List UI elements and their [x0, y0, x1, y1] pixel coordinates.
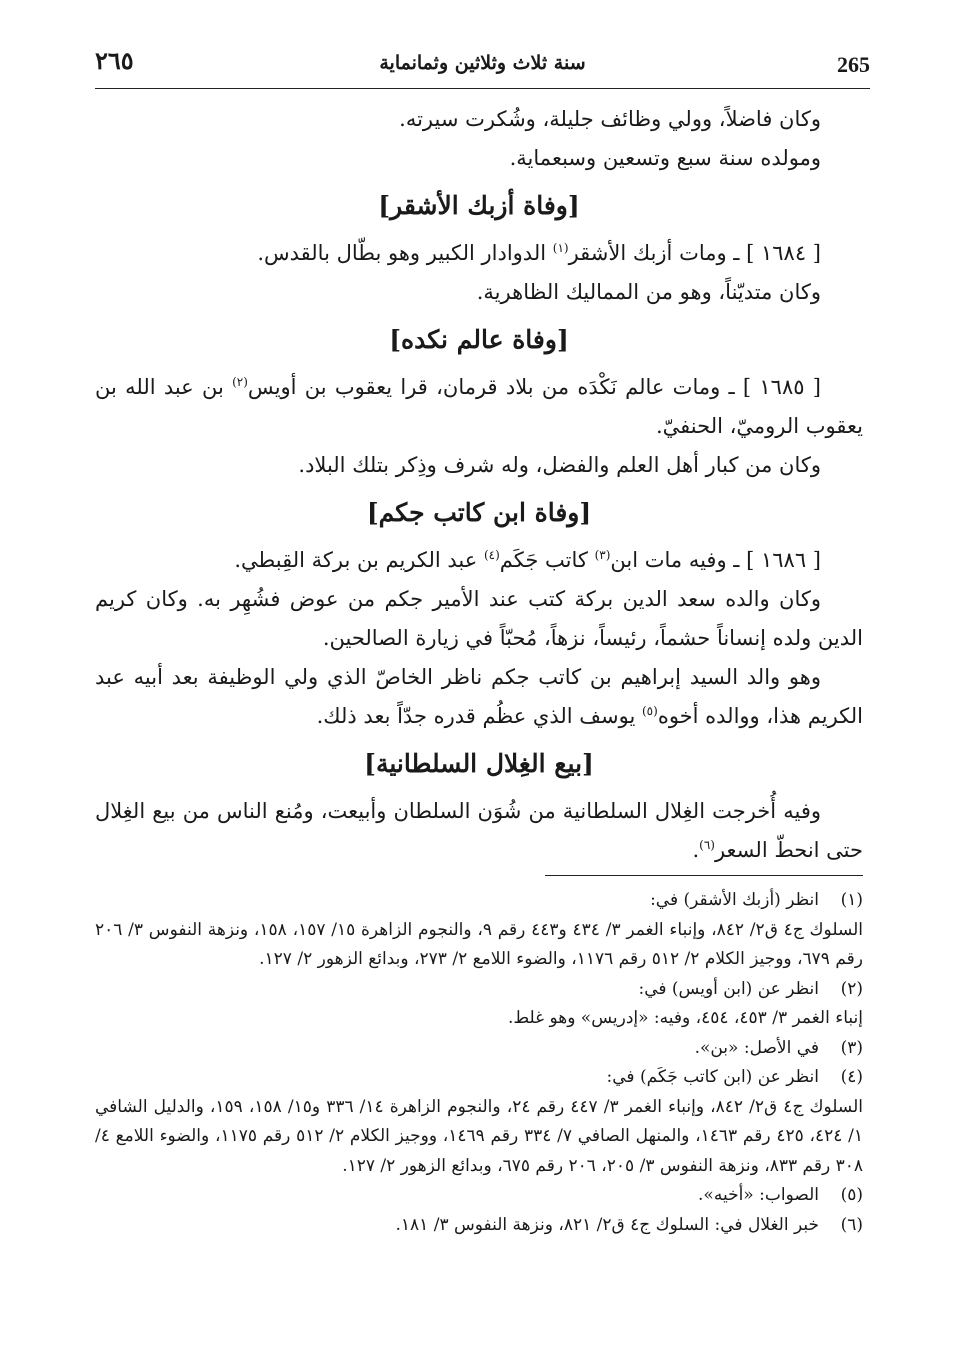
footnote-number: (٦)	[840, 1214, 863, 1235]
footnote-continuation: السلوك ج٤ ق٢/ ٨٤٢، وإنباء الغمر ٣/ ٤٤٧ رقم ٢٤، والنجوم الزاهرة ١٤/ ٣٣٦ و١٥/ ١٥٨، ١٥٩، والدليل الشافي ١/ ٤٢٤، ٤٢٥ رقم ١٤٦٣، والمنهل الصافي ٧/ ٣٣٤ رقم ١٤٦٩، ووجيز الكلام ٢/ ٥١٢ رقم ١١٧٥، والضوء اللامع ٤/ ٣٠٨ رقم ٨٣٣، ونزهة النفوس ٣/ ٢٠٥، ٢٠٦ رقم ٦٧٥، وبدائع الزهور ٢/ ١٢٧.	[95, 1096, 863, 1176]
footnote	[95, 886, 863, 916]
paragraph: وكان فاضلاً، وولي وظائف جليلة، وشُكرت سيرته.	[399, 107, 821, 131]
entry-text: بن عبد الله بن يعقوب الروميّ، الحنفيّ.	[95, 375, 863, 438]
paragraph-text: وهو والد السيد إبراهيم بن كاتب جكم ناظر الخاصّ الذي ولي الوظيفة بعد أبيه عبد الكريم هذا، ووالده أخوه	[95, 665, 863, 728]
paragraph: ومولده سنة سبع وتسعين وسبعماية.	[509, 146, 821, 170]
footnote-text: انظر عن (ابن أويس) في:	[638, 978, 819, 999]
footnote-number: (٣)	[840, 1037, 863, 1058]
footnote-ref: (٢)	[232, 375, 248, 389]
footnote-ref: (٦)	[699, 838, 715, 852]
footnote-continuation: إنباء الغمر ٣/ ٤٥٣، ٤٥٤، وفيه: «إدريس» وهو غلط.	[507, 1008, 863, 1028]
footnote-text: خبر الغلال في: السلوك ج٤ ق٢/ ٨٢١، ونزهة النفوس ٣/ ١٨١.	[395, 1214, 819, 1235]
footnote-number: (١)	[840, 890, 863, 910]
section-heading: [وفاة ابن كاتب جكم]	[366, 498, 592, 527]
paragraph-text: .	[692, 838, 700, 862]
footnotes	[95, 886, 863, 1240]
entry-text: [ ١٦٨٦ ] ـ وفيه مات ابن	[610, 548, 821, 572]
paragraph-text: يوسف الذي عظُم قدره جدّاً بعد ذلك.	[316, 704, 642, 728]
page-number-arabic: ٢٦٥	[95, 46, 134, 75]
section-heading: [بيع الغِلال السلطانية]	[364, 749, 594, 778]
footnote-continuation: السلوك ج٤ ق٢/ ٨٤٢، وإنباء الغمر ٣/ ٤٣٤ و٤٤٣ رقم ٩، والنجوم الزاهرة ١٥/ ١٥٧، ١٥٨، ونزهة النفوس ٣/ ٢٠٦ رقم ٦٧٩، ووجيز الكلام ٢/ ٥١٢ رقم ١١٧٦، والضوء اللامع ٢/ ٢٧٣، وبدائع الزهور ٢/ ١٢٧.	[95, 919, 864, 969]
running-title: سنة ثلاث وثلاثين وثمانماية	[379, 52, 586, 74]
footnote-number: (٥)	[840, 1185, 863, 1205]
entry-paragraph	[95, 234, 863, 273]
footnote-separator	[545, 875, 863, 876]
section-heading: [وفاة عالم نكده]	[389, 325, 569, 354]
main-text	[95, 100, 863, 870]
footnote-text: في الأصل: «بن».	[694, 1037, 819, 1058]
paragraph: وكان من كبار أهل العلم والفضل، وله شرف وذِكر بتلك البلاد.	[298, 453, 821, 477]
footnote	[95, 975, 863, 1005]
footnote-number: (٤)	[840, 1067, 863, 1087]
entry-paragraph	[95, 368, 863, 446]
entry-text: [ ١٦٨٤ ] ـ ومات أزبك الأشقر	[568, 241, 821, 265]
footnote-text: انظر (أزبك الأشقر) في:	[650, 890, 819, 910]
header-rule	[95, 88, 870, 89]
footnote-ref: (٣)	[594, 548, 611, 562]
footnote-number: (٢)	[840, 978, 863, 999]
footnote	[95, 1181, 863, 1211]
entry-text: عبد الكريم بن بركة القِبطي.	[234, 548, 484, 572]
page-number-latin: 265	[837, 52, 870, 77]
footnote	[95, 1063, 863, 1093]
entry-text: [ ١٦٨٥ ] ـ ومات عالم نَكْدَه من بلاد قرمان، قرا يعقوب بن أويس	[247, 375, 821, 399]
footnote	[95, 1211, 863, 1241]
footnote-ref: (٤)	[483, 548, 500, 562]
paragraph-text: وفيه أُخرجت الغِلال السلطانية من شُوَن السلطان وأبيعت، ومُنع الناس من بيع الغِلال حتى انحطّ السعر	[95, 799, 863, 862]
page-header	[95, 40, 870, 88]
footnote-text: الصواب: «أخيه».	[698, 1185, 819, 1205]
paragraph	[95, 658, 863, 736]
section-heading: [وفاة أزبك الأشقر]	[378, 191, 580, 220]
entry-paragraph	[95, 541, 863, 580]
footnote-ref: (٥)	[641, 704, 658, 718]
paragraph	[95, 792, 863, 870]
footnote	[95, 1034, 863, 1064]
footnote-text: انظر عن (ابن كاتب جَكَم) في:	[606, 1067, 819, 1087]
footnote-ref: (١)	[552, 241, 569, 255]
paragraph: وكان متديّناً، وهو من المماليك الظاهرية.	[476, 280, 821, 304]
entry-text: الدوادار الكبير وهو بطّال بالقدس.	[257, 241, 553, 265]
entry-text: كاتب جَكَم	[499, 548, 595, 572]
paragraph: وكان والده سعد الدين بركة كتب عند الأمير جكم من عوض فشُهِر به. وكان كريم الدين ولده إنساناً حشماً، رئيساً، نزهاً، مُحبّاً في زيارة الصالحين.	[95, 587, 863, 650]
